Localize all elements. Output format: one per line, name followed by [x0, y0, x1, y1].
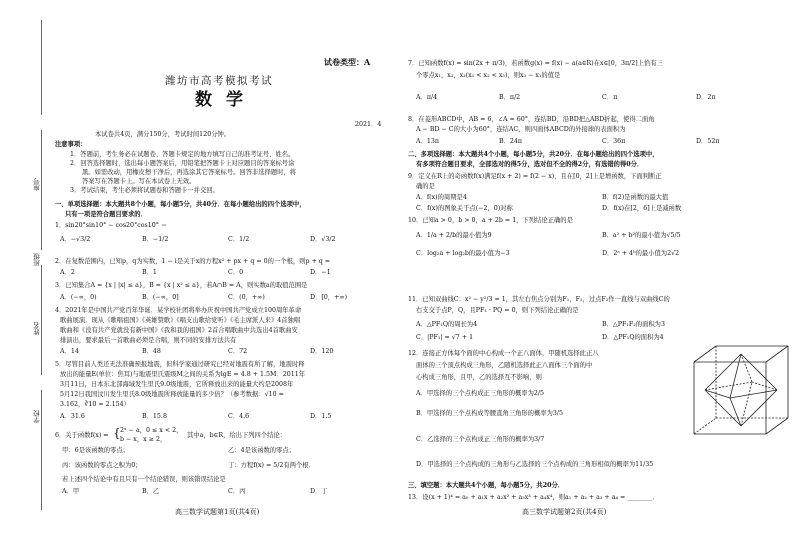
option: D．120 — [310, 348, 334, 355]
question-2: 2．在复数范围内，已知p，q为实数，1 − i是关于x的方程x² + px + q = 0的一个根，则p + q = — [55, 258, 331, 265]
question-12: 面体的三个顶点构成三角形，乙随机选择此正八面体三个面的中 — [416, 362, 593, 369]
option: D．√3/2 — [310, 236, 336, 243]
option: A．−√3/2 — [60, 236, 91, 243]
option: B．15.8 — [142, 413, 167, 420]
option: D．f(x)在[2，6]上是减函数 — [602, 205, 682, 212]
option: B．a² + b²的最小值为√5/5 — [602, 232, 681, 239]
option: A．1/a + 2/b的最小值为9 — [416, 232, 492, 239]
octahedron-cube-figure — [682, 340, 794, 448]
binding-line — [41, 20, 42, 115]
section-heading: 只有一项是符合题目要求的． — [65, 211, 147, 218]
option: B．甲选择的三个点构成等腰直角三角形的概率为3/5 — [416, 410, 563, 417]
question-1: 1．sin20°sin10° − cos20°cos10° ＝ — [55, 222, 168, 229]
question-10: 10．已知a > 0，b > 0，a + 2b = 1，下列结论正确的是 — [408, 217, 573, 224]
question-4: 排演出，要求最后一首歌曲必须是合唱，则不同的安排方法共有 — [60, 337, 237, 344]
option: C．1/2 — [228, 236, 250, 243]
notes-heading: 注意事项： — [55, 141, 87, 148]
question-6: 其中a，b∈R，给出下列四个结论： — [187, 432, 287, 439]
note-line: 答案写在答题卡上。写在本试卷上无效。 — [82, 178, 196, 185]
question-12: 心构成三角形，且甲，乙的选择互不影响，则 — [416, 374, 542, 381]
option: C．72 — [228, 348, 248, 355]
conclusion: 丁：方程f(x) = 5/2有两个根． — [228, 462, 315, 469]
question-12: 12．连接正方体每个面的中心构成一个正八面体，甲随机选择此正八 — [408, 350, 599, 357]
question-4: 歌曲和《没有共产党就没有新中国》《我和我的祖国》2首合唱歌曲中共选出4首歌曲安 — [60, 327, 298, 334]
option: D．甲选择的三个点构成的三角形与乙选择的三个点构成的三角形相似的概率为11/35 — [416, 461, 654, 468]
option: A．△PF₁Q的周长为4 — [416, 321, 478, 328]
option: D．[0，+∞) — [310, 294, 348, 301]
question-11: 右支交于点P，Q，且PF₁ · PQ = 0，则下列结论正确的是 — [416, 307, 579, 314]
question-8: 8．在菱形ABCD中，AB = 6，∠A = 60°，连结BD，沿BD把△ABD折起，使得二面角 — [408, 116, 655, 123]
option: B．48 — [142, 348, 161, 355]
option: C．|PF₁| = √7 + 1 — [416, 334, 474, 341]
option: C．乙选择的三个点构成正三角形的概率为3/7 — [416, 436, 545, 443]
option: B．乙 — [142, 488, 160, 495]
option: B．1 — [142, 269, 157, 276]
binding-seat-label: 座号 — [33, 178, 41, 191]
section-heading: 一、单项选择题：本大题共8个小题，每小题5分，共40分．在每小题给出的四个选项中， — [55, 201, 306, 208]
option: D．丁 — [310, 488, 328, 495]
binding-class-label: 班级 — [33, 253, 41, 266]
option: D．1.5 — [310, 413, 332, 420]
conclusion: 甲：6是该函数的零点； — [62, 447, 129, 454]
option: C．丙 — [228, 488, 246, 495]
section-heading: 二、多项选择题：本大题共4个小题，每小题5分，共20分．在每小题给出的四个选项中， — [408, 151, 659, 158]
option: A．31.6 — [60, 413, 85, 420]
option: C．0 — [228, 269, 244, 276]
option: C．f(x)的图象关于点(−2，0)对称 — [416, 205, 513, 212]
option: D．2π — [696, 94, 716, 101]
option: A．甲选择的三个点构成正三角形的概率为2/5 — [416, 390, 545, 397]
question-6: 6．关于函数f(x) = — [55, 432, 109, 439]
brace: { — [113, 426, 121, 440]
question-9: 9．定义在R上的奇函数f(x)满足f(x + 2) = f(2 − x)，且在[0，2]上是增函数，下面判断正 — [408, 173, 662, 180]
option: A．14 — [60, 348, 79, 355]
option: D．−1 — [310, 269, 331, 276]
option: B．π/2 — [499, 94, 521, 101]
note-line: 2．回答选择题时，选出每小题答案后，用铅笔把答题卡上对应题目的答案标号涂 — [70, 160, 295, 167]
option: A．π/4 — [416, 94, 438, 101]
section-heading: 有多项符合题目要求，全部选对的得5分，选对但不全的得2分，有选错的得0分． — [416, 161, 644, 168]
binding-line — [41, 265, 42, 375]
question-5: 放出的能量E(单位：焦耳)与地震里氏震级M之间的关系为lgE = 4.8 + 1.5M．2011年 — [60, 371, 306, 378]
option: A．(−∞，0) — [60, 294, 97, 301]
question-13: 13．设(x + 1)⁴ = a₀ + a₁x + a₂x² + a₃x³ + a₄x⁴，则a₁ + a₂ + a₃ + a₄ = ________． — [408, 494, 659, 501]
exam-date: 2021．4 — [355, 121, 382, 128]
exam-title: 潍坊市高考模拟考试 — [165, 75, 273, 87]
piecewise-line: b − x，x ≥ 2， — [120, 436, 167, 443]
question-4: 4．2021年是中国共产党百年华诞．某学校社团将举办庆祝中国共产党成立100周年革命 — [55, 307, 302, 314]
question-4: 歌曲展演．现从《歌唱祖国》《英雄赞歌》《唱支山歌给党听》《毛主席派人来》4首独唱 — [60, 317, 301, 324]
option: C．(0，+∞) — [228, 294, 265, 301]
note-line: 1．答题前，考生务必在试题卷、答题卡规定的地方填写自己的准考证号、姓名。 — [70, 151, 295, 158]
option: A．甲 — [62, 488, 80, 495]
question-3: 3．已知集合A = {x | |x| ≤ a}，B = {x | x² ≤ a}，若A∩B = A，则实数a的取值范围是 — [55, 282, 308, 289]
option: D．△PF₁Q的面积为4 — [602, 334, 664, 341]
subject-title: 数学 — [195, 90, 257, 110]
right-page — [404, 0, 794, 558]
note-line: 黑。如需改动，用橡皮擦干净后，再选涂其它答案标号。回答非选择题时，将 — [82, 169, 297, 176]
question-5: 5．尽管目前人类还无法准确预报地震，但科学家通过研究已经对地震有所了解，地震时释 — [55, 361, 305, 368]
question-7: 7．已知函数f(x) = sin(2x + π/3)，若函数g(x) = f(x) − a(a∈R)在x∈[0，3π/2]上恰有三 — [408, 60, 663, 67]
question-8: A − BD − C的大小为60°，连结AC，则四面体ABCD的外接球的表面积为 — [416, 126, 626, 133]
option: B．−1/2 — [142, 236, 169, 243]
piecewise-line: 2ˣ − a，0 ≤ x < 2， — [120, 427, 183, 434]
intro-text: 本试卷共4页，满分150分，考试时间120分钟。 — [95, 131, 231, 138]
option: C．π — [602, 94, 618, 101]
option: C．log₂a + log₂b的最小值为−3 — [416, 250, 510, 257]
option: B．24π — [499, 138, 523, 145]
question-6: 若上述四个结论中有且只有一个结论错误，则该错误结论是 — [62, 476, 226, 483]
option: A．2 — [60, 269, 75, 276]
section-heading: 三、填空题：本大题共4个小题，每小题5分，共20分． — [408, 482, 565, 489]
binding-school-label: 学校 — [33, 410, 41, 423]
option: C．36π — [602, 138, 626, 145]
conclusion: 乙：4是该函数的零点； — [228, 447, 295, 454]
page-footer: 高三数学试题第1页(共4页) — [175, 508, 260, 516]
conclusion: 丙：该函数的零点之积为0； — [62, 462, 142, 469]
option: B．f(2)是函数的最大值 — [602, 194, 669, 201]
option: B．△PF₁F₂的面积为3 — [602, 321, 665, 328]
question-5: 5月12日我国汶川发生里氏8.0级地震所释放能量的多少倍？（参考数据：√10 = — [60, 391, 284, 398]
question-5: 3月11日，日本东北部海域发生里氏9.0级地震，它所释放出来的能量大约是2008年 — [60, 381, 294, 388]
option: A．13π — [416, 138, 439, 145]
question-11: 11．已知双曲线C：x² − y²/3 = 1，其左右焦点分别为F₁，F₂，过点F₂作一直线与双曲线C的 — [408, 296, 670, 303]
binding-line — [41, 390, 42, 510]
option: A．f(x)的周期是4 — [416, 194, 467, 201]
binding-name-label: 姓名 — [33, 322, 41, 335]
note-line: 3．考试结束，考生必须将试题卷和答题卡一并交回。 — [70, 187, 219, 194]
question-5: 3.162，∛10 ≈ 2.154） — [60, 401, 130, 408]
option: D．52π — [696, 138, 720, 145]
option: B．(−∞，0] — [142, 294, 179, 301]
binding-line — [41, 130, 42, 250]
question-7: 个零点x₁，x₂，x₃(x₁ < x₂ < x₃)，则x₃ − x₁的值是 — [416, 72, 561, 79]
option: C．4.6 — [228, 413, 250, 420]
option: D．2ᵃ + 4ᵇ的最小值为2√2 — [602, 250, 680, 257]
paper-type: 试卷类型：A — [324, 57, 371, 67]
question-9: 确的是 — [416, 183, 435, 190]
page-footer: 高三数学试题第2页(共4页) — [522, 508, 607, 516]
